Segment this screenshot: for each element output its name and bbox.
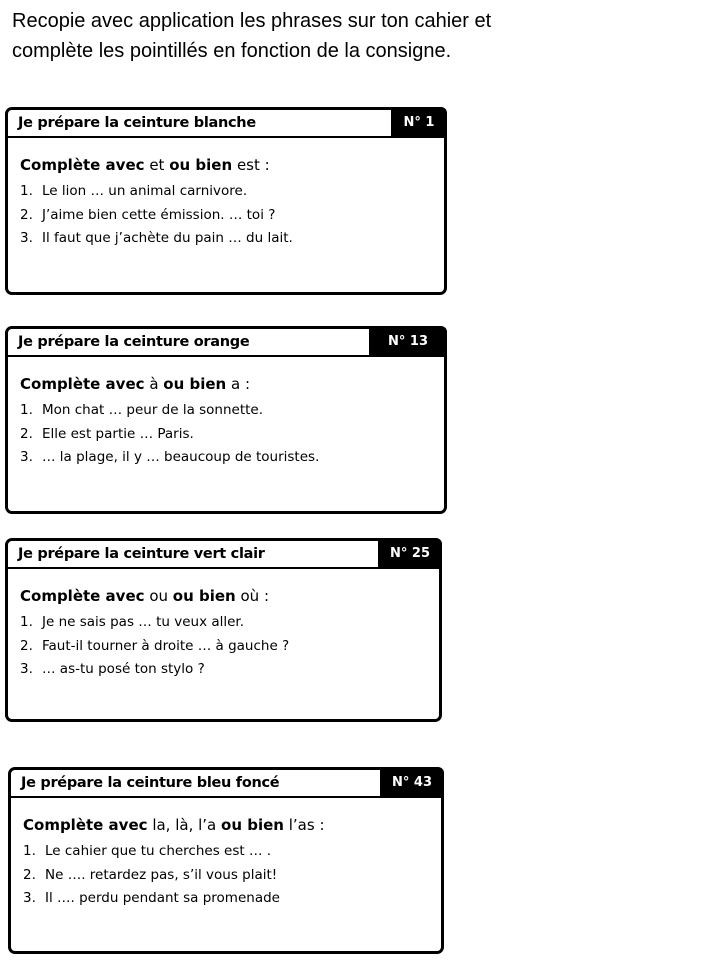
- item-number: 2.: [20, 425, 33, 442]
- card-consigne: [20, 587, 439, 605]
- list-item: [20, 635, 439, 659]
- item-number: 1.: [20, 402, 33, 418]
- consigne-or: ou bien: [172, 587, 236, 605]
- item-number: 2.: [20, 206, 33, 223]
- list-item: [20, 399, 444, 423]
- sentence-list: [20, 180, 444, 251]
- exercise-card-13: [5, 326, 447, 514]
- card-header: [8, 329, 444, 357]
- list-item: [20, 611, 439, 635]
- item-number: 1.: [23, 843, 36, 859]
- consigne-word-2: a :: [231, 375, 251, 393]
- list-item: [23, 864, 441, 888]
- item-text: Je ne sais pas … tu veux aller.: [42, 614, 245, 630]
- item-text: Il faut que j’achète du pain … du lait.: [42, 230, 293, 246]
- consigne-label: Complète avec: [23, 816, 148, 834]
- exercise-card-25: [5, 538, 442, 722]
- list-item: [20, 180, 444, 204]
- card-consigne: [20, 375, 444, 393]
- item-text: … as-tu posé ton stylo ?: [42, 661, 205, 677]
- item-text: Faut-il tourner à droite … à gauche ?: [42, 637, 290, 654]
- item-number: 1.: [20, 183, 33, 199]
- card-number-badge: N° 43: [380, 767, 444, 797]
- item-number: 3.: [20, 230, 33, 246]
- consigne-or: ou bien: [163, 375, 227, 393]
- consigne-word-1: et: [149, 156, 165, 174]
- item-text: Le cahier que tu cherches est … .: [45, 843, 272, 859]
- instruction-line-1: Recopie avec application les phrases sur ton cahier et: [12, 10, 492, 32]
- list-item: [20, 658, 439, 682]
- item-number: 3.: [23, 890, 36, 906]
- item-text: Il …. perdu pendant sa promenade: [45, 890, 280, 906]
- consigne-label: Complète avec: [20, 587, 145, 605]
- item-number: 3.: [20, 449, 33, 465]
- item-text: Ne …. retardez pas, s’il vous plait!: [45, 866, 278, 883]
- consigne-word-2: l’as :: [288, 816, 325, 834]
- item-text: J’aime bien cette émission. … toi ?: [42, 206, 276, 223]
- list-item: [20, 227, 444, 251]
- card-number-badge: N° 13: [369, 326, 447, 356]
- card-title: Je prépare la ceinture blanche: [18, 115, 256, 131]
- consigne-or: ou bien: [169, 156, 233, 174]
- card-title: Je prépare la ceinture vert clair: [18, 546, 265, 562]
- consigne-word-1: à: [149, 375, 159, 393]
- instruction-line-2: complète les pointillés en fonction de la consigne.: [12, 40, 452, 62]
- item-text: Elle est partie … Paris.: [42, 425, 194, 442]
- instruction-text: [12, 6, 702, 66]
- card-number-badge: N° 1: [391, 107, 447, 137]
- consigne-word-1: la, là, l’a: [152, 816, 217, 834]
- consigne-label: Complète avec: [20, 375, 145, 393]
- consigne-label: Complète avec: [20, 156, 145, 174]
- consigne-word-1: ou: [149, 587, 168, 605]
- card-header: [8, 110, 444, 138]
- item-number: 1.: [20, 614, 33, 630]
- card-consigne: [20, 156, 444, 174]
- item-number: 3.: [20, 661, 33, 677]
- item-number: 2.: [23, 866, 36, 883]
- list-item: [23, 887, 441, 911]
- consigne-or: ou bien: [221, 816, 284, 834]
- item-text: Le lion … un animal carnivore.: [42, 183, 248, 199]
- list-item: [20, 446, 444, 470]
- sentence-list: [20, 611, 439, 682]
- card-number-badge: N° 25: [378, 538, 442, 568]
- card-title: Je prépare la ceinture orange: [18, 334, 250, 350]
- card-consigne: [23, 816, 441, 834]
- consigne-word-2: où :: [240, 587, 270, 605]
- item-number: 2.: [20, 637, 33, 654]
- card-header: [8, 541, 439, 569]
- card-title: Je prépare la ceinture bleu foncé: [21, 775, 280, 791]
- exercise-card-43: [8, 767, 444, 954]
- item-text: … la plage, il y … beaucoup de touristes.: [42, 449, 320, 465]
- list-item: [23, 840, 441, 864]
- consigne-word-2: est :: [236, 156, 270, 174]
- exercise-card-1: [5, 107, 447, 295]
- sentence-list: [20, 399, 444, 470]
- card-header: [11, 770, 441, 798]
- item-text: Mon chat … peur de la sonnette.: [42, 402, 264, 418]
- list-item: [20, 423, 444, 447]
- sentence-list: [23, 840, 441, 911]
- list-item: [20, 204, 444, 228]
